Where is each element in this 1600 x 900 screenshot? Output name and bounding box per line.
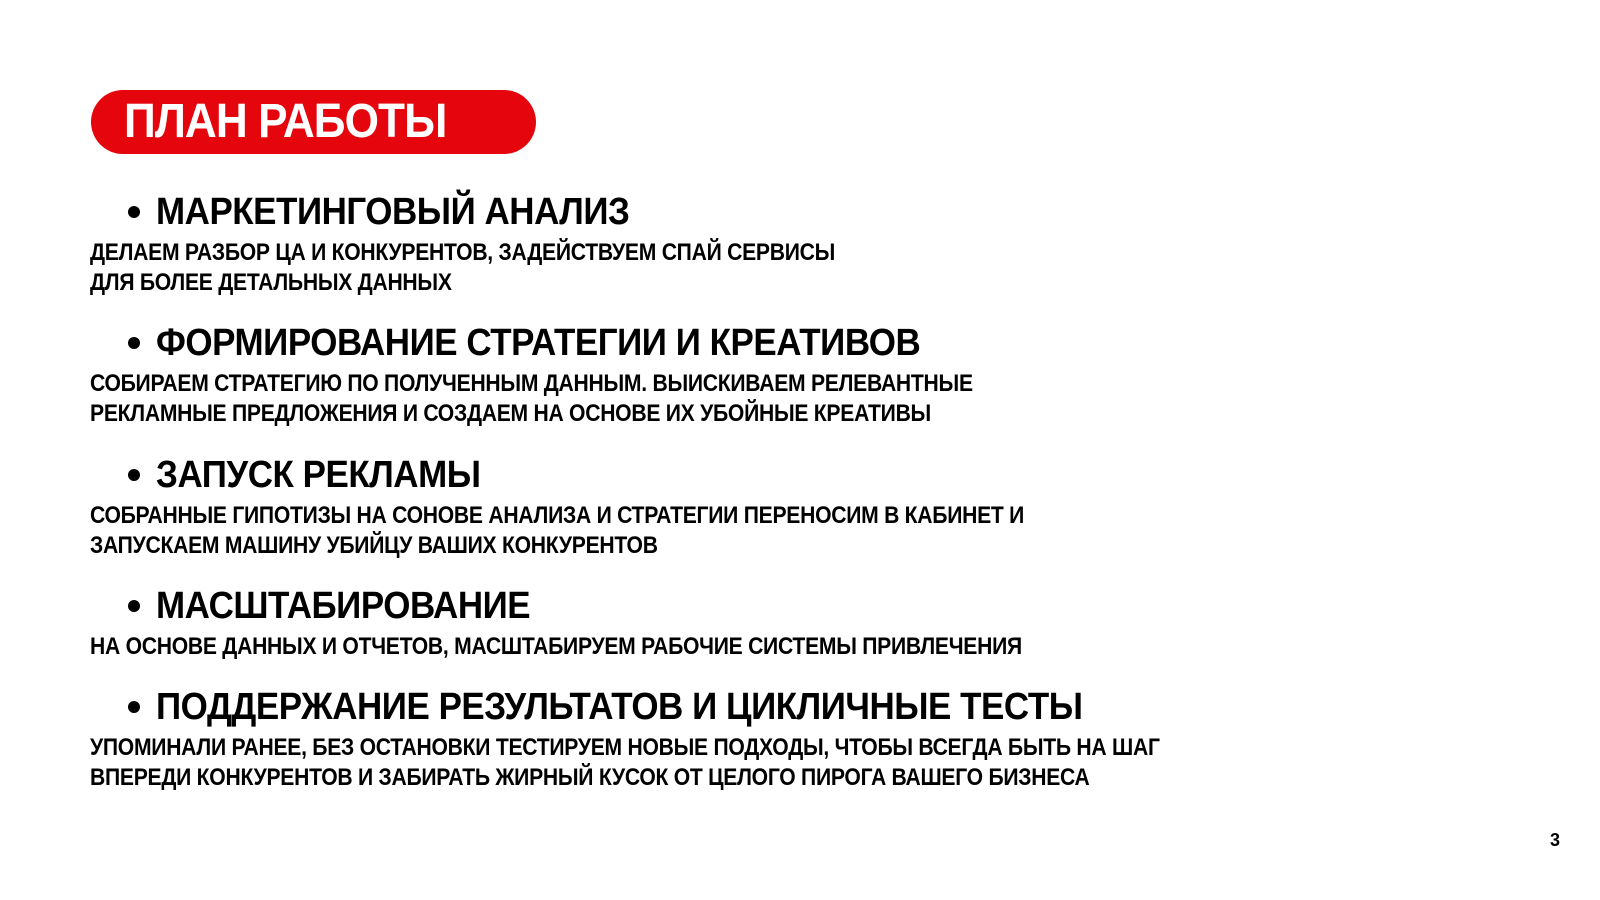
plan-item-title: ПОДДЕРЖАНИЕ РЕЗУЛЬТАТОВ И ЦИКЛИЧНЫЕ ТЕСТЫ xyxy=(156,686,1083,728)
plan-item-heading xyxy=(128,190,671,234)
description-line: УПОМИНАЛИ РАНЕЕ, БЕЗ ОСТАНОВКИ ТЕСТИРУЕМ НОВЫЕ ПОДХОДЫ, ЧТОБЫ ВСЕГДА БЫТЬ НА ШАГ xyxy=(90,734,1160,761)
plan-item-description xyxy=(90,733,1510,793)
bullet-dot-icon xyxy=(128,337,140,349)
plan-item-heading xyxy=(128,584,563,628)
plan-item-title: ЗАПУСК РЕКЛАМЫ xyxy=(156,454,481,496)
plan-item-title: МАРКЕТИНГОВЫЙ АНАЛИЗ xyxy=(156,191,630,233)
description-line: РЕКЛАМНЫЕ ПРЕДЛОЖЕНИЯ И СОЗДАЕМ НА ОСНОВЕ ИХ УБОЙНЫЕ КРЕАТИВЫ xyxy=(90,400,931,427)
bullet-dot-icon xyxy=(128,469,140,481)
bullet-dot-icon xyxy=(128,701,140,713)
description-line: ВПЕРЕДИ КОНКУРЕНТОВ И ЗАБИРАТЬ ЖИРНЫЙ КУСОК ОТ ЦЕЛОГО ПИРОГА ВАШЕГО БИЗНЕСА xyxy=(90,764,1090,791)
plan-item-heading xyxy=(128,453,509,497)
plan-item-title: МАСШТАБИРОВАНИЕ xyxy=(156,585,531,627)
description-line: СОБИРАЕМ СТРАТЕГИЮ ПО ПОЛУЧЕННЫМ ДАННЫМ. ВЫИСКИВАЕМ РЕЛЕВАНТНЫЕ xyxy=(90,370,973,397)
plan-item-description xyxy=(90,501,1510,561)
description-line: ЗАПУСКАЕМ МАШИНУ УБИЙЦУ ВАШИХ КОНКУРЕНТОВ xyxy=(90,532,658,559)
plan-item-heading xyxy=(128,321,987,365)
plan-item-description xyxy=(90,369,1510,429)
plan-item-description xyxy=(90,238,1510,298)
description-line: НА ОСНОВЕ ДАННЫХ И ОТЧЕТОВ, МАСШТАБИРУЕМ РАБОЧИЕ СИСТЕМЫ ПРИВЛЕЧЕНИЯ xyxy=(90,633,1022,660)
description-line: ДЕЛАЕМ РАЗБОР ЦА И КОНКУРЕНТОВ, ЗАДЕЙСТВУЕМ СПАЙ СЕРВИСЫ xyxy=(90,239,836,266)
description-line: ДЛЯ БОЛЕЕ ДЕТАЛЬНЫХ ДАННЫХ xyxy=(90,269,452,296)
bullet-dot-icon xyxy=(128,206,140,218)
plan-item-description xyxy=(90,632,1510,662)
description-line: СОБРАННЫЕ ГИПОТИЗЫ НА СОНОВЕ АНАЛИЗА И СТРАТЕГИИ ПЕРЕНОСИМ В КАБИНЕТ И xyxy=(90,502,1025,529)
plan-item-title: ФОРМИРОВАНИЕ СТРАТЕГИИ И КРЕАТИВОВ xyxy=(156,322,921,364)
bullet-dot-icon xyxy=(128,600,140,612)
plan-item-heading xyxy=(128,685,1163,729)
page-number: 3 xyxy=(1549,830,1560,850)
slide-title: ПЛАН РАБОТЫ xyxy=(124,95,447,148)
